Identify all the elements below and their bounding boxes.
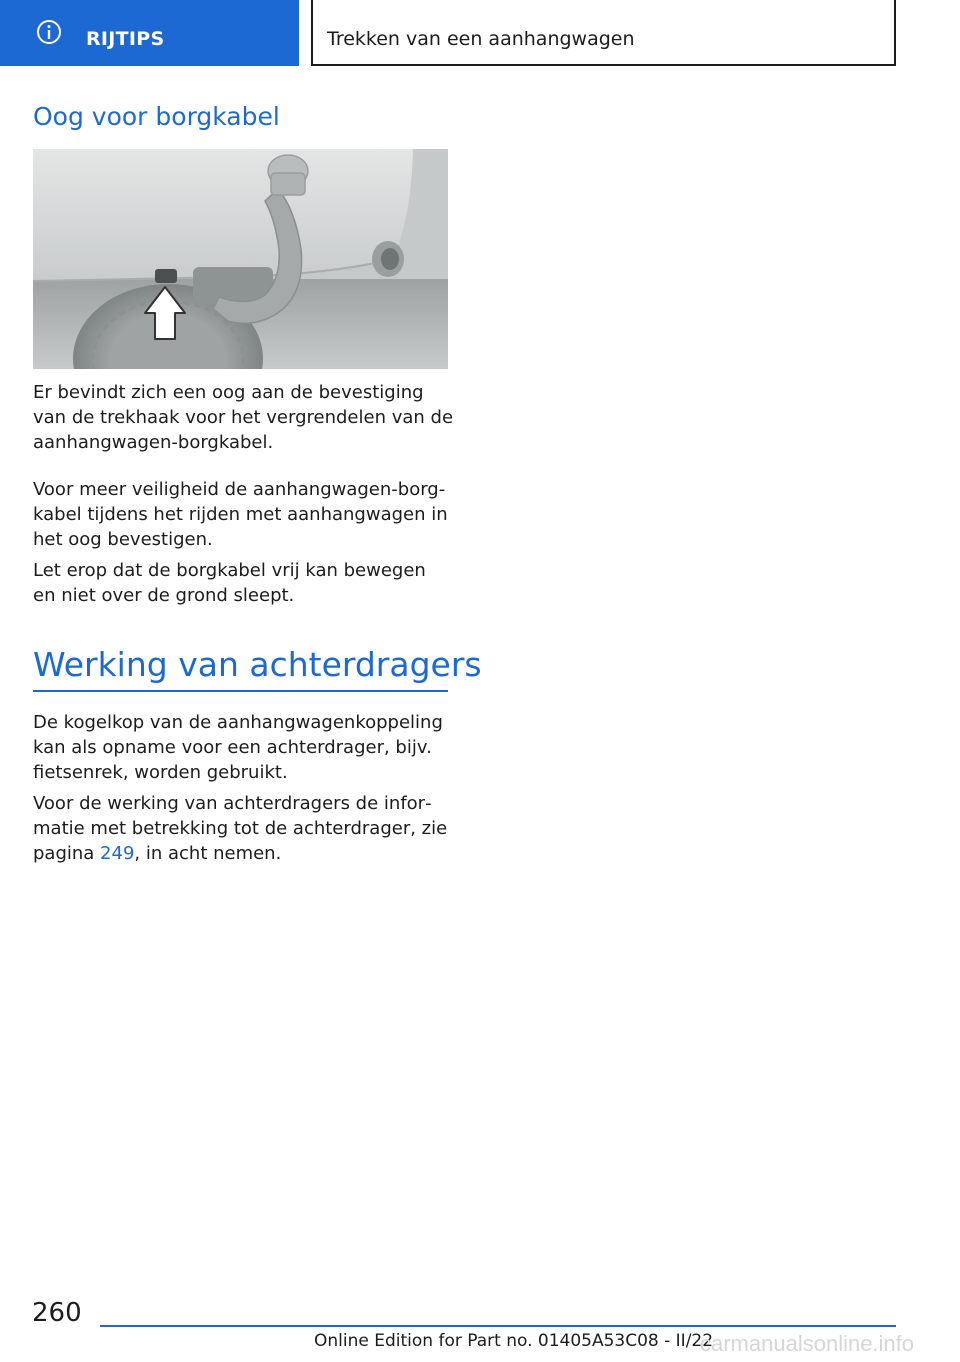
- paragraph: De kogelkop van de aanhangwagenkoppeling kan als opname voor een achterdrager, bijv. fietsenrek, worden gebruikt.: [33, 712, 443, 783]
- chapter-box: [311, 0, 896, 66]
- paragraph: Er bevindt zich een oog aan de bevestiging van de trekhaak voor het vergrendelen van de aanhangwagen-borgkabel.: [33, 382, 454, 453]
- edition-note: Online Edition for Part no. 01405A53C08 - II/22: [314, 1331, 714, 1351]
- paragraph-with-link: [33, 791, 453, 866]
- tow-hitch-illustration: [33, 149, 448, 369]
- watermark: carmanualsonline.info: [700, 1331, 915, 1356]
- footer-rule: [100, 1325, 896, 1327]
- tow-hitch-figure: [33, 149, 448, 369]
- paragraph: Let erop dat de borgkabel vrij kan bewegen en niet over de grond sleept.: [33, 560, 426, 606]
- section-heading-borgkabel: Oog voor borgkabel: [33, 102, 280, 131]
- page-number: 260: [32, 1298, 82, 1328]
- chapter-title: Trekken van een aanhangwagen: [327, 28, 635, 50]
- section-title: RIJTIPS: [86, 28, 165, 50]
- page-link-249[interactable]: 249: [100, 843, 135, 864]
- paragraph-text: Voor de werking van achterdragers de informatie met betrekking tot de achterdrager, zie pagina: [33, 793, 448, 864]
- section-heading-achterdragers: Werking van achterdragers: [33, 645, 482, 684]
- section-tab: [0, 0, 299, 66]
- paragraph-text: , in acht nemen.: [134, 843, 282, 864]
- paragraph: Voor meer veiligheid de aanhangwagen-borgkabel tijdens het rijden met aanhangwagen in het oog bevestigen.: [33, 479, 448, 550]
- info-icon: [36, 19, 62, 45]
- heading-rule: [33, 690, 448, 692]
